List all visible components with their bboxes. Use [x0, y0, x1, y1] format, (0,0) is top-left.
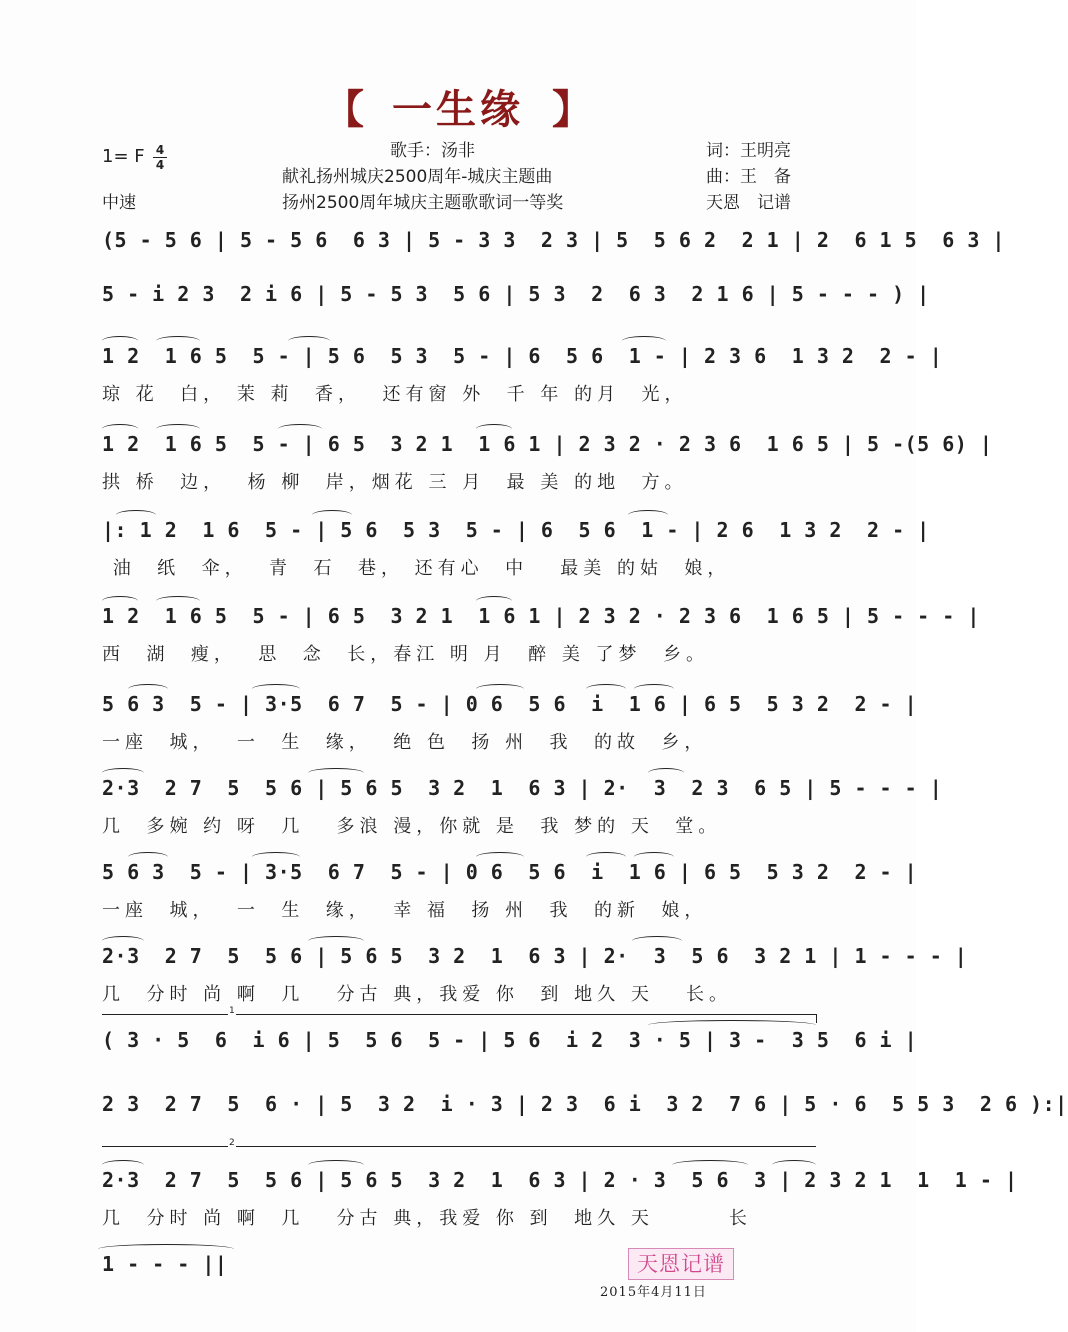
- second-ending-bracket: [102, 1138, 816, 1155]
- notation-line: 5 - i 2 3 2 i 6 | 5 - 5 3 5 6 | 5 3 2 6 3 2 1 6 | 5 - - - ) |: [102, 282, 930, 306]
- title-left-bracket: 【: [324, 87, 364, 133]
- notation-line: 1 2 1 6 5 5 - | 6 5 3 2 1 1 6 1 | 2 3 2 · 2 3 6 1 6 5 | 5 - - - |: [102, 604, 980, 628]
- singer-credit: 歌手：汤非: [390, 141, 475, 161]
- tempo-marking: 中速: [102, 193, 136, 213]
- lyric-line: 几 分时 尚 啊 几 分古 典，我爱 你 到 地久 天 长: [102, 1208, 752, 1229]
- lyric-line: 一座 城， 一 生 缘， 幸 福 扬 州 我 的新 娘，: [102, 900, 708, 921]
- notation-line: (5 - 5 6 | 5 - 5 6 6 3 | 5 - 3 3 2 3 | 5 5 6 2 2 1 | 2 6 1 5 6 3 |: [102, 228, 1005, 252]
- lyric-line: 几 多婉 约 呀 几 多浪 漫，你就 是 我 梦的 天 堂。: [102, 816, 722, 837]
- title-right-bracket: 】: [552, 87, 592, 133]
- notation-line: 1 - - - ||: [102, 1252, 228, 1276]
- notation-line: 1 2 1 6 5 5 - | 6 5 3 2 1 1 6 1 | 2 3 2 · 2 3 6 1 6 5 | 5 -(5 6) |: [102, 432, 993, 456]
- composer-credit: 曲：王 备: [706, 167, 791, 187]
- lyric-line: 琼 花 白， 茉 莉 香， 还有窗 外 千 年 的月 光，: [102, 384, 688, 405]
- time-signature: [153, 144, 167, 171]
- second-ending-number: 2: [229, 1138, 235, 1148]
- notation-line: ( 3 · 5 6 i 6 | 5 5 6 5 - | 5 6 i 2 3 · 5 | 3 - 3 5 6 i |: [102, 1028, 918, 1052]
- transcription-date: 2015年4月11日: [600, 1285, 707, 1300]
- notation-line: 5 6 3 5 - | 3·5 6 7 5 - | 0 6 5 6 i 1 6 | 6 5 5 3 2 2 - |: [102, 692, 918, 716]
- lyric-line: 拱 桥 边， 杨 柳 岸，烟花 三 月 最 美 的地 方。: [102, 472, 688, 493]
- key-signature: 1= F: [102, 146, 145, 167]
- lyric-line: 几 分时 尚 啊 几 分古 典，我爱 你 到 地久 天 长。: [102, 984, 732, 1005]
- lyric-line: 西 湖 瘦， 思 念 长，春江 明 月 醉 美 了梦 乡。: [102, 644, 709, 665]
- transcriber-credit: 天恩 记谱: [706, 193, 791, 213]
- song-title: [0, 78, 916, 134]
- subtitle-line-1: 献礼扬州城庆2500周年-城庆主题曲: [282, 167, 553, 187]
- first-ending-number: 1: [229, 1006, 235, 1016]
- time-signature-bottom: 4: [155, 158, 165, 172]
- transcriber-stamp: 天恩记谱: [628, 1248, 734, 1280]
- notation-line: 2·3 2 7 5 5 6 | 5 6 5 3 2 1 6 3 | 2 · 3 5 6 3 | 2 3 2 1 1 1 - |: [102, 1168, 1018, 1192]
- notation-line: 2 3 2 7 5 6 · | 5 3 2 i · 3 | 2 3 6 i 3 2 7 6 | 5 · 6 5 5 3 2 6 ):|: [102, 1092, 1068, 1116]
- lyric-line: 油 纸 伞， 青 石 巷， 还有心 中 最美 的姑 娘，: [102, 558, 731, 579]
- notation-line: 1 2 1 6 5 5 - | 5 6 5 3 5 - | 6 5 6 1 - | 2 3 6 1 3 2 2 - |: [102, 344, 943, 368]
- time-signature-top: 4: [155, 143, 165, 157]
- notation-line: |: 1 2 1 6 5 - | 5 6 5 3 5 - | 6 5 6 1 - | 2 6 1 3 2 2 - |: [102, 518, 930, 542]
- notation-line: 2·3 2 7 5 5 6 | 5 6 5 3 2 1 6 3 | 2· 3 2 3 6 5 | 5 - - - |: [102, 776, 943, 800]
- notation-line: 5 6 3 5 - | 3·5 6 7 5 - | 0 6 5 6 i 1 6 | 6 5 5 3 2 2 - |: [102, 860, 918, 884]
- subtitle-line-2: 扬州2500周年城庆主题歌歌词一等奖: [282, 193, 564, 213]
- lyricist-credit: 词：王明亮: [706, 141, 791, 161]
- title-text: 一生缘: [392, 87, 524, 133]
- lyric-line: 一座 城， 一 生 缘， 绝 色 扬 州 我 的故 乡，: [102, 732, 708, 753]
- notation-line: 2·3 2 7 5 5 6 | 5 6 5 3 2 1 6 3 | 2· 3 5 6 3 2 1 | 1 - - - |: [102, 944, 968, 968]
